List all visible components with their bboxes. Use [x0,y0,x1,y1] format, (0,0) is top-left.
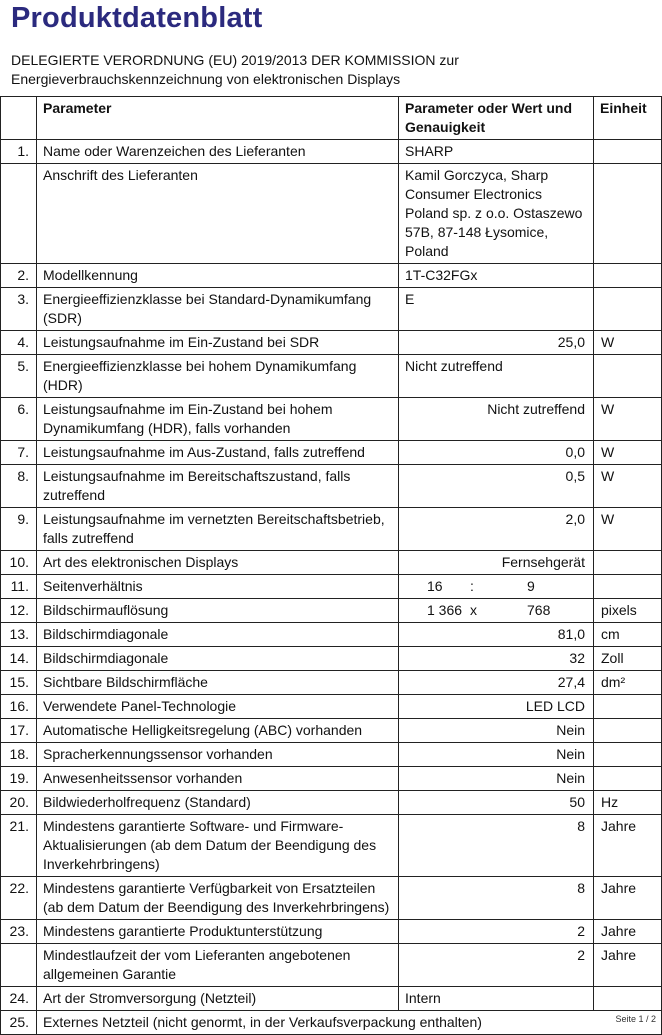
header-unit: Einheit [594,97,662,140]
row-value: 2 [399,920,594,944]
table-row [1,671,662,695]
header-value: Parameter oder Wert und Genauigkeit [399,97,594,140]
table-row [1,264,662,288]
row-unit [594,743,662,767]
row-parameter: Verwendete Panel-Technologie [37,695,399,719]
row-unit [594,264,662,288]
row-unit [594,288,662,331]
row-unit: Jahre [594,944,662,987]
row-parameter: Bildschirmauflösung [37,599,399,623]
header-parameter: Parameter [37,97,399,140]
row-value: LED LCD [399,695,594,719]
row-unit: Jahre [594,815,662,877]
row-number: 9. [1,508,37,551]
row-number: 23. [1,920,37,944]
page-number: Seite 1 / 2 [615,1014,656,1024]
row-parameter: Energieeffizienzklasse bei hohem Dynamikumfang (HDR) [37,355,399,398]
row-number: 4. [1,331,37,355]
row-parameter: Sichtbare Bildschirmfläche [37,671,399,695]
row-parameter: Art des elektronischen Displays [37,551,399,575]
row-unit: Hz [594,791,662,815]
row-number: 11. [1,575,37,599]
row-value: 1T-C32FGx [399,264,594,288]
row-value: 8 [399,877,594,920]
row-value: 0,5 [399,465,594,508]
regulation-subtitle: DELEGIERTE VERORDNUNG (EU) 2019/2013 DER KOMMISSION zur Energieverbrauchskennzeichnung von elektronischen Displays [11,52,459,87]
row-value: Nein [399,719,594,743]
row-value: 32 [399,647,594,671]
row-value: 2 [399,944,594,987]
row-unit: W [594,398,662,441]
row-parameter: Bildschirmdiagonale [37,623,399,647]
row-parameter: Art der Stromversorgung (Netzteil) [37,987,399,1011]
row-number: 13. [1,623,37,647]
row-unit [594,987,662,1011]
row-number: 5. [1,355,37,398]
row-unit: pixels [594,599,662,623]
row-parameter: Mindestens garantierte Software- und Firmware-Aktualisierungen (ab dem Datum der Beendigung des Inverkehrbringens) [37,815,399,877]
row-value [399,575,594,599]
row-value: Nein [399,767,594,791]
row-number: 3. [1,288,37,331]
table-row [1,743,662,767]
row-unit: dm² [594,671,662,695]
table-row [1,551,662,575]
row-value [399,599,594,623]
row-unit [594,551,662,575]
table-row [1,815,662,877]
row-parameter: Seitenverhältnis [37,575,399,599]
table-row [1,288,662,331]
row-value: 8 [399,815,594,877]
table-row [1,508,662,551]
row-parameter: Leistungsaufnahme im Bereitschaftszustand, falls zutreffend [37,465,399,508]
row-parameter: Anschrift des Lieferanten [37,164,399,264]
row-unit [594,164,662,264]
page-title: Produktdatenblatt [11,2,263,34]
table-row [1,599,662,623]
row-parameter: Leistungsaufnahme im Ein-Zustand bei hohem Dynamikumfang (HDR), falls vorhanden [37,398,399,441]
row-value: Fernsehgerät [399,551,594,575]
row-unit: W [594,508,662,551]
row-number: 1. [1,140,37,164]
table-row [1,164,662,264]
row-parameter: Automatische Helligkeitsregelung (ABC) vorhanden [37,719,399,743]
row-unit [594,767,662,791]
row-value-sep: : [470,578,474,594]
table-row [1,944,662,987]
row-unit: W [594,465,662,508]
row-value-sep: x [470,602,477,618]
row-number: 14. [1,647,37,671]
table-row [1,575,662,599]
row-number: 20. [1,791,37,815]
table-row [1,877,662,920]
row-value: Nicht zutreffend [399,398,594,441]
row-value: Intern [399,987,594,1011]
row-parameter: Bildwiederholfrequenz (Standard) [37,791,399,815]
row-number: 25. [1,1011,37,1035]
row-value: Nicht zutreffend [399,355,594,398]
row-number: 12. [1,599,37,623]
row-number: 22. [1,877,37,920]
row-number: 17. [1,719,37,743]
table-row [1,140,662,164]
row-parameter: Externes Netzteil (nicht genormt, in der Verkaufsverpackung enthalten) [37,1011,662,1035]
row-parameter: Mindestens garantierte Verfügbarkeit von Ersatzteilen (ab dem Datum der Beendigung des Inverkehrbringens) [37,877,399,920]
row-value: 81,0 [399,623,594,647]
table-row [1,647,662,671]
row-parameter: Modellkennung [37,264,399,288]
row-parameter: Spracherkennungssensor vorhanden [37,743,399,767]
row-unit: W [594,441,662,465]
row-parameter: Mindestlaufzeit der vom Lieferanten angebotenen allgemeinen Garantie [37,944,399,987]
row-unit: cm [594,623,662,647]
row-number [1,164,37,264]
row-number: 15. [1,671,37,695]
row-value: E [399,288,594,331]
table-row [1,767,662,791]
product-data-table [0,96,662,1035]
row-unit [594,575,662,599]
row-number: 21. [1,815,37,877]
row-number: 24. [1,987,37,1011]
table-row [1,623,662,647]
row-unit: Jahre [594,920,662,944]
table-row [1,398,662,441]
row-value: 50 [399,791,594,815]
row-value: SHARP [399,140,594,164]
row-number: 2. [1,264,37,288]
row-unit [594,355,662,398]
row-value: 0,0 [399,441,594,465]
table-row [1,355,662,398]
row-parameter: Leistungsaufnahme im vernetzten Bereitschaftsbetrieb, falls zutreffend [37,508,399,551]
row-parameter: Bildschirmdiagonale [37,647,399,671]
row-number: 19. [1,767,37,791]
row-unit: Jahre [594,877,662,920]
table-row [1,331,662,355]
row-number: 6. [1,398,37,441]
row-unit [594,140,662,164]
table-header-row [1,97,662,140]
table-row [1,791,662,815]
row-value-a: 1 366 [427,602,463,618]
row-unit: Zoll [594,647,662,671]
table-row [1,920,662,944]
row-number: 18. [1,743,37,767]
row-value-a: 16 [427,578,443,594]
row-value: 2,0 [399,508,594,551]
row-unit [594,719,662,743]
row-number: 16. [1,695,37,719]
table-row [1,719,662,743]
row-parameter: Leistungsaufnahme im Ein-Zustand bei SDR [37,331,399,355]
row-parameter: Anwesenheitssensor vorhanden [37,767,399,791]
table-row [1,1011,662,1035]
row-parameter: Leistungsaufnahme im Aus-Zustand, falls zutreffend [37,441,399,465]
row-number [1,944,37,987]
header-num [1,97,37,140]
row-unit: W [594,331,662,355]
row-parameter: Name oder Warenzeichen des Lieferanten [37,140,399,164]
row-parameter: Mindestens garantierte Produktunterstützung [37,920,399,944]
row-value-b: 768 [527,602,551,618]
row-value: 25,0 [399,331,594,355]
row-value-b: 9 [527,578,535,594]
table-row [1,465,662,508]
row-value: Kamil Gorczyca, Sharp Consumer Electronics Poland sp. z o.o. Ostaszewo 57B, 87-148 Łysomice, Poland [399,164,594,264]
table-row [1,441,662,465]
row-number: 10. [1,551,37,575]
table-row [1,695,662,719]
row-parameter: Energieeffizienzklasse bei Standard-Dynamikumfang (SDR) [37,288,399,331]
table-row [1,987,662,1011]
row-value: Nein [399,743,594,767]
row-unit [594,695,662,719]
row-value: 27,4 [399,671,594,695]
row-number: 8. [1,465,37,508]
row-number: 7. [1,441,37,465]
